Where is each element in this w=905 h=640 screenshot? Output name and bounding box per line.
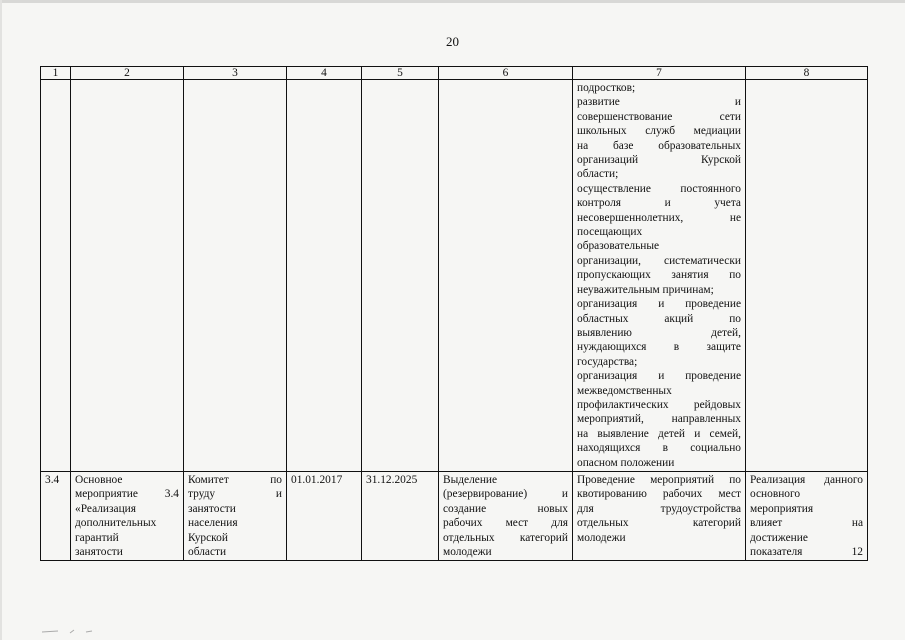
cont-line: находящихся в социально xyxy=(577,442,741,455)
header-col-2: 2 xyxy=(71,67,184,80)
header-col-6: 6 xyxy=(439,67,573,80)
cont-line: мероприятий, направленных xyxy=(577,413,741,426)
cont-line: организаций Курской xyxy=(577,154,741,167)
indicator-line: достижение xyxy=(750,531,808,544)
scan-artifact-mark xyxy=(40,628,120,634)
executor-line: области xyxy=(188,546,227,558)
header-col-8: 8 xyxy=(746,67,868,80)
cont-cell-8 xyxy=(746,80,868,472)
executor-line: Курской xyxy=(188,531,228,544)
result-line: молодежи xyxy=(443,546,492,558)
executor-line: Комитет по xyxy=(188,473,282,486)
cont-line: на базе образовательных xyxy=(577,139,741,152)
direction-line: квотированию рабочих мест xyxy=(577,488,741,501)
main-directions xyxy=(573,471,746,560)
cont-line: организация и проведение xyxy=(577,298,741,311)
cont-line: несовершеннолетних, не xyxy=(577,211,741,224)
cont-line: осуществление постоянного xyxy=(577,182,741,195)
cont-line: организация и проведение xyxy=(577,370,741,383)
header-row xyxy=(41,67,868,80)
cont-cell-2 xyxy=(71,80,184,472)
cont-line: школьных служб медиации xyxy=(577,125,741,138)
result-line: рабочих мест для xyxy=(443,517,568,530)
cont-line: профилактических рейдовых xyxy=(577,398,741,411)
direction-line: для трудоустройства xyxy=(577,502,741,515)
cont-line: опасном положении xyxy=(577,456,675,469)
cont-line: области; xyxy=(577,168,619,181)
result-line: создание новых xyxy=(443,502,568,515)
activity-line: гарантий xyxy=(75,531,119,544)
indicator-line: показателя 12 xyxy=(750,546,863,558)
executor-line: занятости xyxy=(188,502,236,515)
activity-line: дополнительных xyxy=(75,517,157,530)
indicator-line: влияет на xyxy=(750,517,863,530)
cont-line: образовательные xyxy=(577,240,660,253)
executor-line: населения xyxy=(188,517,238,530)
indicator-line: основного xyxy=(750,488,801,501)
cont-line: организации, систематически xyxy=(577,254,741,267)
page-number: 20 xyxy=(446,34,459,49)
activity-name xyxy=(71,471,184,560)
cont-cell-5 xyxy=(362,80,439,472)
cont-line: областных акций по xyxy=(577,312,741,325)
cont-cell-1 xyxy=(41,80,71,472)
header-col-4: 4 xyxy=(287,67,362,80)
scan-top-edge xyxy=(0,0,905,3)
cont-line: выявлению детей, xyxy=(577,326,741,339)
result-line: Выделение xyxy=(443,473,498,486)
expected-result xyxy=(439,471,573,560)
activity-line: мероприятие 3.4 xyxy=(75,488,179,501)
cont-cell-3 xyxy=(184,80,287,472)
row-3-4 xyxy=(41,471,868,560)
continued-row xyxy=(41,80,868,472)
indicator-line: Реализация данного xyxy=(750,473,863,486)
header-col-3: 3 xyxy=(184,67,287,80)
header-col-7: 7 xyxy=(573,67,746,80)
cont-cell-7-activities xyxy=(573,80,746,472)
program-table xyxy=(40,66,868,561)
row-number: 3.4 xyxy=(41,471,71,560)
start-date: 01.01.2017 xyxy=(287,471,362,560)
cont-line: совершенствование сети xyxy=(577,110,741,123)
activity-line: «Реализация xyxy=(75,502,136,515)
cont-line: межведомственных xyxy=(577,384,672,397)
header-col-5: 5 xyxy=(362,67,439,80)
executor-line: труду и xyxy=(188,488,282,501)
indicator-link xyxy=(746,471,868,560)
cont-line: развитие и xyxy=(577,96,741,109)
cont-line: посещающих xyxy=(577,226,643,239)
cont-cell-4 xyxy=(287,80,362,472)
cont-line: нуждающихся в защите xyxy=(577,341,741,354)
cont-line: пропускающих занятия по xyxy=(577,269,741,282)
direction-line: Проведение мероприятий по xyxy=(577,473,741,486)
cont-line: контроля и учета xyxy=(577,197,741,210)
cont-line: государства; xyxy=(577,355,638,368)
responsible-executor xyxy=(184,471,287,560)
activity-line: Основное xyxy=(75,473,123,486)
cont-line: на выявление детей и семей, xyxy=(577,427,741,440)
indicator-line: мероприятия xyxy=(750,502,814,515)
cont-line: неуважительным причинам; xyxy=(577,283,714,296)
direction-line: молодежи xyxy=(577,531,626,544)
activity-line: занятости xyxy=(75,546,123,558)
end-date: 31.12.2025 xyxy=(362,471,439,560)
result-line: (резервирование) и xyxy=(443,488,568,501)
direction-line: отдельных категорий xyxy=(577,517,741,530)
header-col-1: 1 xyxy=(41,67,71,80)
cont-cell-6 xyxy=(439,80,573,472)
cont-line: подростков; xyxy=(577,82,636,94)
scan-left-edge xyxy=(0,0,2,640)
result-line: отдельных категорий xyxy=(443,531,568,544)
